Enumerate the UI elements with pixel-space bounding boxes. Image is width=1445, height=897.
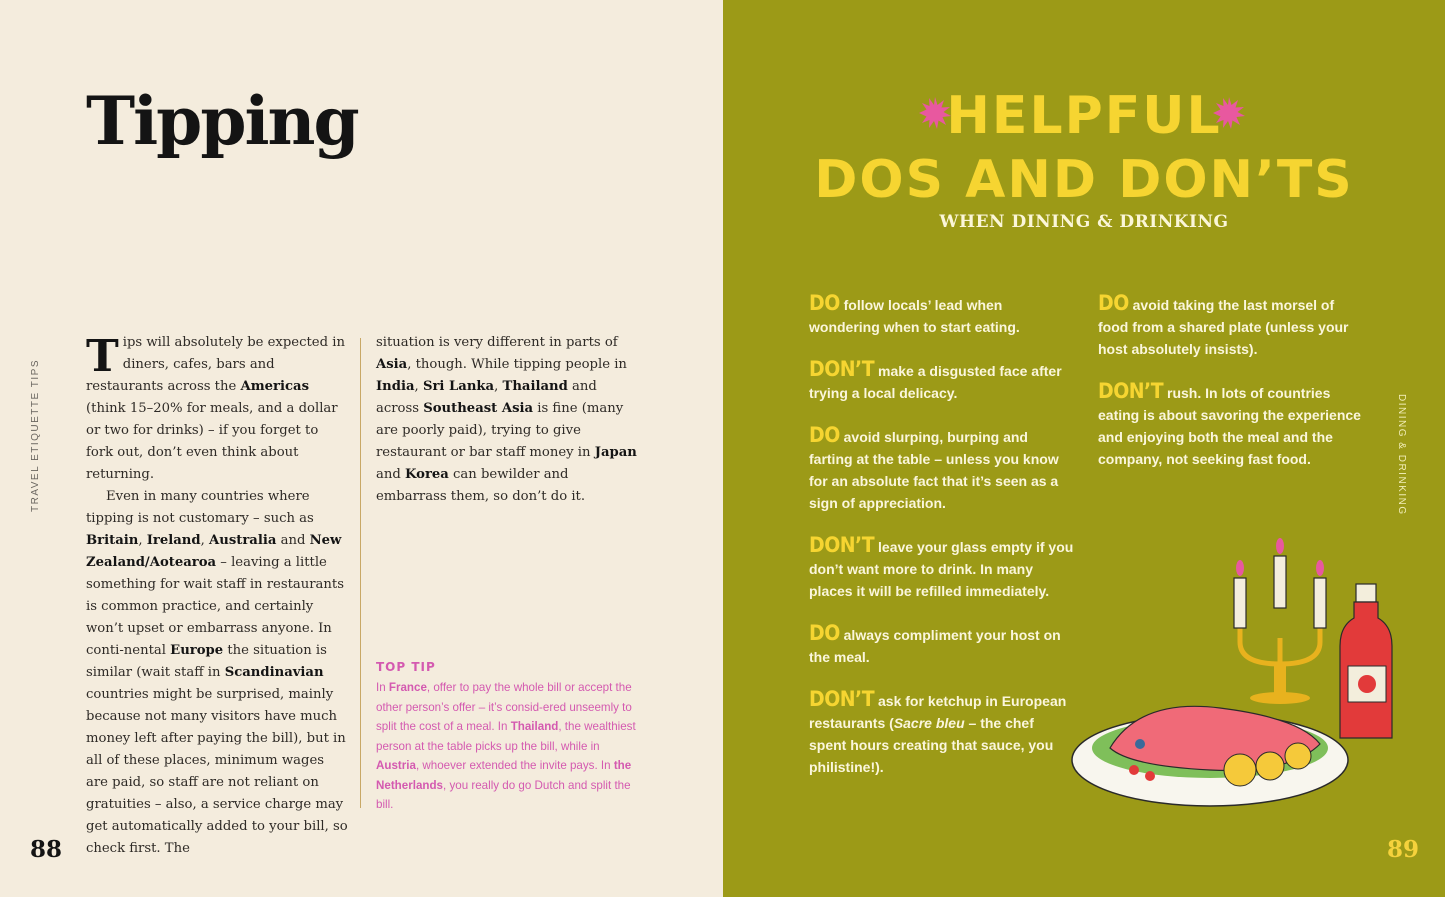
tip-keyword: DON’T	[809, 357, 875, 381]
tip-text: – the chef spent hours creating that sauce, you philistine!).	[809, 715, 1054, 775]
text-run: (think 15–20% for meals, and a dollar or two for drinks) – if you forget to fork out, don’t even think about returning.	[86, 401, 338, 482]
place-name: Ireland	[146, 533, 201, 548]
tip-text: avoid slurping, burping and farting at the table – unless you know for an absolute fact that it’s seen as a sign of appreciation.	[809, 429, 1059, 511]
text-run: , whoever extended the invite pays. In	[415, 759, 614, 772]
place-name: Europe	[170, 643, 224, 658]
headline-line-2: DOS AND DON’TS	[814, 150, 1354, 210]
place-name: Korea	[405, 467, 449, 482]
text-run: and across	[376, 379, 597, 416]
tip-item	[809, 688, 1075, 778]
tip-item	[809, 292, 1075, 338]
place-name: Americas	[240, 379, 310, 394]
text-run: – leaving a little something for wait staff in restaurants is common practice, and certainly won’t upset or embarrass anyone. In conti-nental	[86, 555, 344, 658]
tip-text-italic: Sacre bleu	[893, 715, 965, 731]
headline	[723, 84, 1445, 212]
body-column-2	[376, 332, 638, 508]
tip-text: rush. In lots of countries eating is about savoring the experience and enjoying both the meal and the company, not seeking fast food.	[1098, 385, 1361, 467]
place-name: Scandinavian	[224, 665, 324, 680]
tip-keyword: DO	[1098, 291, 1129, 315]
tip-item	[1098, 292, 1364, 360]
top-tip-box	[376, 660, 638, 815]
text-run: Even in many countries where tipping is not customary – such as	[86, 489, 314, 526]
top-tip-body	[376, 678, 638, 815]
place-name: France	[388, 681, 427, 694]
left-running-head	[30, 358, 44, 512]
subheadline: WHEN DINING & DRINKING	[939, 212, 1229, 232]
text-run: the situation is similar (wait staff in	[86, 643, 327, 680]
tip-keyword: DO	[809, 621, 840, 645]
place-name: the Netherlands	[376, 759, 632, 792]
headline-line-1: HELPFUL	[946, 86, 1222, 146]
place-name: Thailand	[502, 379, 568, 394]
tip-keyword: DO	[809, 423, 840, 447]
place-name: New Zealand/Aotearoa	[86, 533, 342, 570]
place-name: Australia	[209, 533, 277, 548]
column-divider	[360, 338, 361, 808]
text-run: ,	[414, 379, 423, 394]
tip-item	[809, 534, 1075, 602]
text-run: , though. While tipping people in	[407, 357, 627, 372]
place-name: Sri Lanka	[422, 379, 495, 394]
place-name: Austria	[376, 759, 416, 772]
page-number-right: 89	[1387, 836, 1420, 863]
tip-keyword: DON’T	[1098, 379, 1164, 403]
body-column-1	[86, 332, 348, 860]
text-run: countries might be surprised, mainly because not many visitors have much money left after paying the bill), but in all of these places, minimum wages are paid, so staff are not reliant on gratuities – also, a service charge may get automatically added to your bill, so check first. The	[86, 687, 348, 856]
place-name: Britain	[86, 533, 139, 548]
tip-keyword: DO	[809, 291, 840, 315]
text-run: ,	[138, 533, 147, 548]
tip-text: follow locals’ lead when wondering when to start eating.	[809, 297, 1020, 335]
text-run: ,	[200, 533, 209, 548]
tip-text: leave your glass empty if you don’t want more to drink. In many places it will be refilled immediately.	[809, 539, 1074, 599]
right-running-head	[1393, 394, 1407, 516]
top-tip-heading: TOP TIP	[376, 660, 436, 674]
text-run: and	[276, 533, 310, 548]
text-run: and	[376, 467, 405, 482]
tip-item	[1098, 380, 1364, 470]
text-run: situation is very different in parts of	[376, 335, 618, 350]
place-name: Japan	[594, 445, 637, 460]
text-run: can bewilder and embarrass them, so don’t do it.	[376, 467, 586, 504]
text-run: ips will absolutely be expected in diners, cafes, bars and restaurants across the	[86, 335, 345, 394]
tip-text: make a disgusted face after trying a local delicacy.	[809, 363, 1062, 401]
ketchup-bottle-icon	[1340, 584, 1392, 738]
text-run: , you really do go Dutch and split the bill.	[376, 778, 631, 811]
place-name: Southeast Asia	[423, 401, 534, 416]
plate-icon	[1072, 706, 1348, 806]
tip-text: always compliment your host on the meal.	[809, 627, 1061, 665]
paragraph-3	[376, 332, 638, 508]
tip-item	[809, 358, 1075, 404]
drop-cap: T	[86, 331, 119, 382]
left-running-head-text: TRAVEL ETIQUETTE TIPS	[30, 358, 41, 512]
dinner-illustration	[1070, 538, 1400, 814]
text-run: is fine (many are poorly paid), trying to give restaurant or bar staff money in	[376, 401, 624, 460]
candelabra-icon	[1234, 538, 1326, 704]
tip-keyword: DON’T	[809, 687, 875, 711]
text-run: , the wealthiest person at the table picks up the bill, while in	[376, 720, 636, 753]
right-running-head-text: DINING & DRINKING	[1396, 394, 1407, 516]
place-name: India	[376, 379, 415, 394]
text-run: In	[376, 681, 389, 694]
place-name: Asia	[376, 357, 408, 372]
tip-item	[809, 622, 1075, 668]
paragraph-1	[86, 332, 348, 486]
paragraph-2	[86, 486, 348, 860]
text-run: ,	[494, 379, 503, 394]
page-number-left: 88	[30, 836, 63, 863]
tip-keyword: DON’T	[809, 533, 875, 557]
tip-item	[809, 424, 1075, 514]
tip-text: ask for ketchup in European restaurants (	[809, 693, 1067, 731]
page-title: Tipping	[86, 82, 358, 160]
text-run: , offer to pay the whole bill or accept the other person’s offer – it’s consid-ered unseemly to split the cost of a meal. In	[376, 681, 632, 733]
tip-text: avoid taking the last morsel of food from a shared plate (unless your host absolutely insists).	[1098, 297, 1349, 357]
place-name: Thailand	[510, 720, 559, 733]
